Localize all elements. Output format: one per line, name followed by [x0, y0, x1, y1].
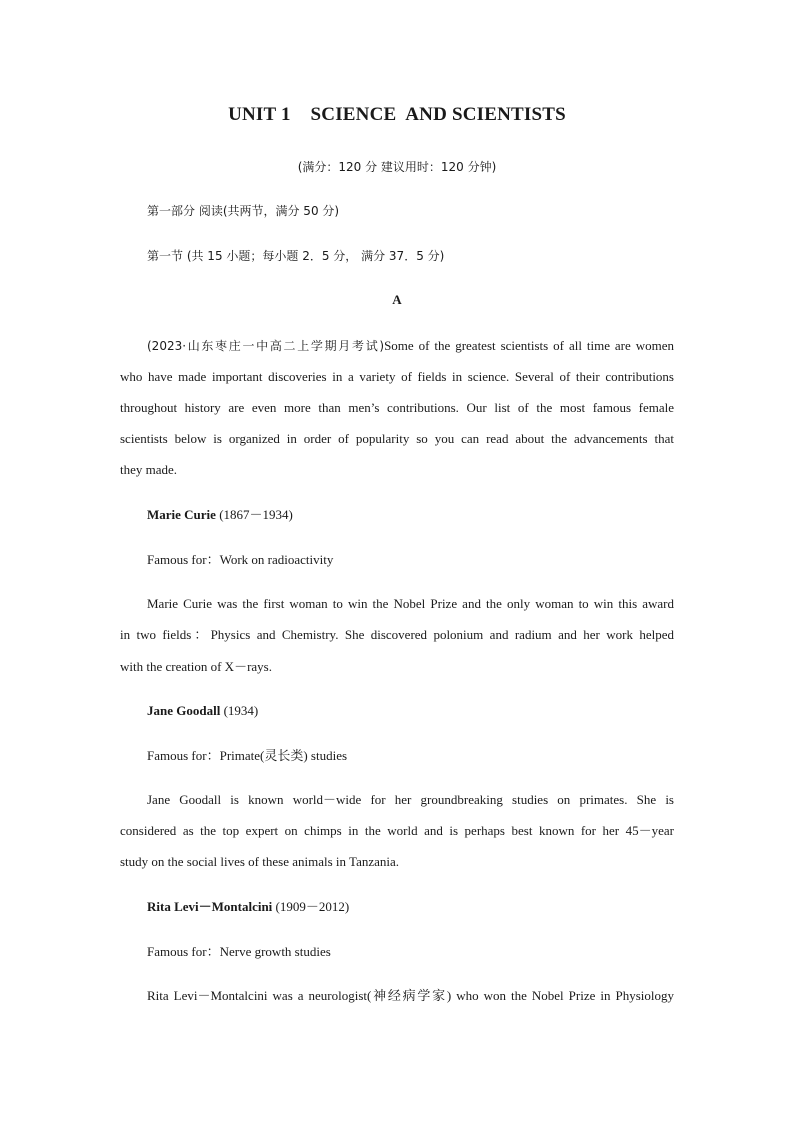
goodall-desc-3: study on the social lives of these animals in Tanzania. [120, 854, 400, 869]
scientist-years: (1934) [220, 703, 259, 718]
scientist-name: Jane Goodall [147, 703, 221, 718]
intro-line-4: scientists below is organized in order of popularity so you can read about the advancements that [120, 431, 674, 446]
famous-for-levi-montalcini [120, 943, 674, 961]
famous-for-curie [120, 551, 674, 569]
curie-desc-3: with the creation of X－rays. [120, 659, 272, 674]
famous-label: Famous for： [147, 748, 220, 763]
goodall-desc-1: Jane Goodall is known world－wide for her groundbreaking studies on primates. She is [147, 792, 674, 807]
curie-desc-2: in two fields：Physics and Chemistry. She discovered polonium and radium and her work helped [120, 627, 674, 642]
part-one-heading: 第一部分 阅读(共两节，满分 50 分) [147, 204, 340, 218]
famous-label: Famous for： [147, 944, 220, 959]
page-title: UNIT 1 SCIENCE AND SCIENTISTS [228, 104, 566, 125]
intro-source: (2023·山东枣庄一中高二上学期月考试) [147, 339, 385, 353]
intro-line-3: throughout history are even more than men’s contributions. Our list of the most famous female [120, 400, 674, 415]
famous-value: Nerve growth studies [219, 944, 331, 959]
famous-label: Famous for： [147, 552, 220, 567]
intro-line-5: they made. [120, 462, 178, 477]
section-one-heading: 第一节 (共 15 小题；每小题 2．5 分， 满分 37．5 分) [147, 249, 445, 263]
scientist-heading-goodall [120, 702, 674, 720]
scientist-heading-curie [120, 506, 674, 524]
levi-montalcini-desc-1: Rita Levi－Montalcini was a neurologist(神经病学家) who won the Nobel Prize in Physiology [147, 988, 674, 1003]
famous-value: Work on radioactivity [219, 552, 334, 567]
intro-line-1 [120, 337, 674, 355]
famous-value: Primate(灵长类) studies [219, 748, 348, 763]
passage-label: A [392, 292, 402, 307]
scientist-years: (1909－2012) [272, 899, 350, 914]
famous-for-goodall [120, 747, 674, 765]
goodall-desc-2: considered as the top expert on chimps in the world and is perhaps best known for her 45－year [120, 823, 674, 838]
intro-text-1: Some of the greatest scientists of all time are women [384, 338, 674, 353]
scientist-years: (1867－1934) [215, 507, 293, 522]
scientist-name: Rita Levi－Montalcini [147, 899, 273, 914]
exam-info: (满分：120 分 建议用时：120 分钟) [297, 160, 497, 174]
intro-line-2: who have made important discoveries in a variety of fields in science. Several of their contributions [120, 369, 674, 384]
scientist-name: Marie Curie [147, 507, 216, 522]
scientist-heading-levi-montalcini [120, 898, 674, 916]
curie-desc-1: Marie Curie was the first woman to win the Nobel Prize and the only woman to win this award [147, 596, 674, 611]
